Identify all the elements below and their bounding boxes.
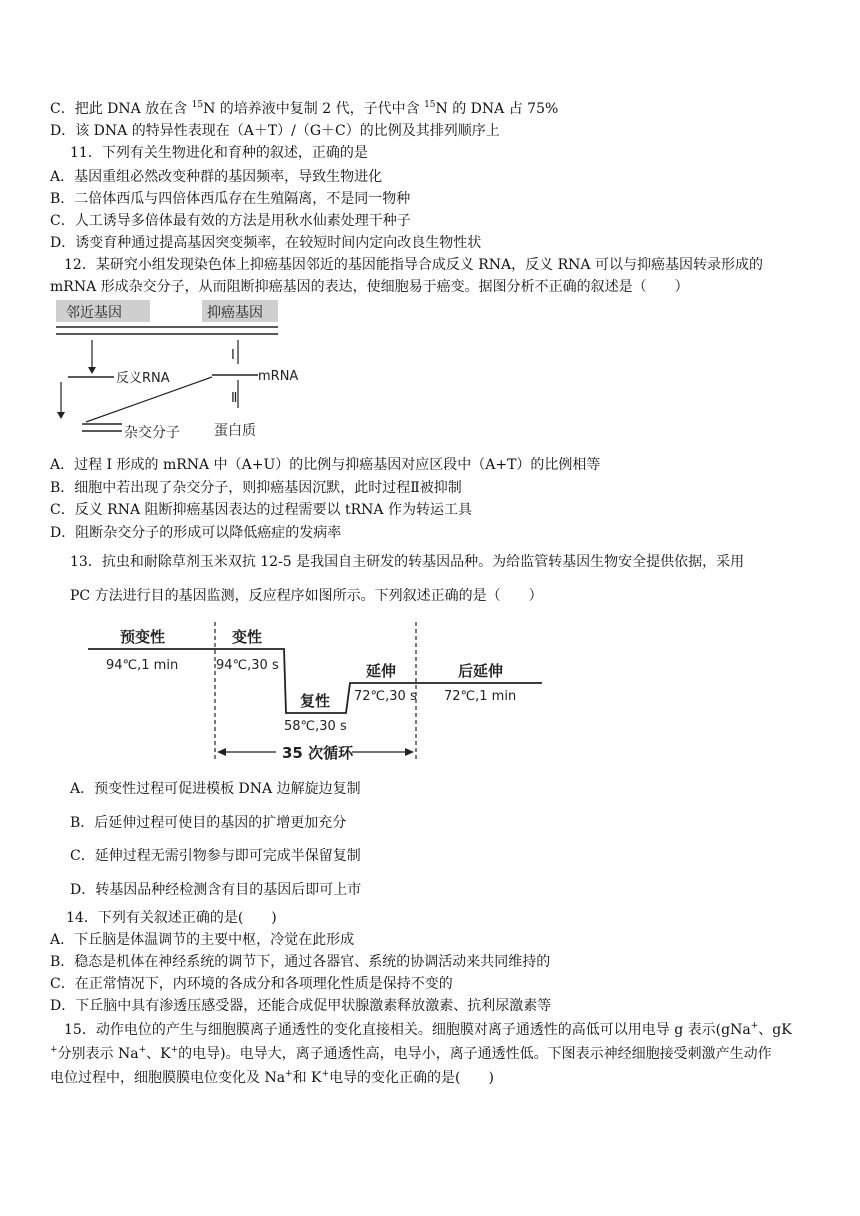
postextend-condition: 72℃,1 min bbox=[444, 689, 517, 704]
q11-option-d: D．诱变育种通过提高基因突变频率，在较短时间内定向改良生物性状 bbox=[50, 235, 482, 251]
q15-stem-line3: 电位过程中，细胞膜膜电位变化及 Na+和 K+电导的变化正确的是( ) bbox=[50, 1069, 494, 1086]
q11-option-a: A．基因重组必然改变种群的基因频率，导致生物进化 bbox=[50, 169, 383, 185]
q11-stem: 11．下列有关生物进化和育种的叙述，正确的是 bbox=[70, 145, 368, 161]
antisense-rna-diagram bbox=[52, 296, 312, 448]
cycles-label: 35 次循环 bbox=[282, 744, 354, 762]
q15-stem-line2: +分别表示 Na+、K+的电导)。电导大，离子通透性高，电导小，离子通透性低。下图表示神经细胞接受刺激产生动作 bbox=[50, 1045, 772, 1062]
q13-stem-line1: 13．抗虫和耐除草剂玉米双抗 12-5 是我国自主研发的转基因品种。为给监管转基因生物安全提供依据，采用 bbox=[70, 554, 745, 570]
q14-option-d: D．下丘脑中具有渗透压感受器，还能合成促甲状腺激素释放激素、抗利尿激素等 bbox=[50, 998, 552, 1014]
anneal-label: 复性 bbox=[300, 692, 331, 710]
q14-stem: 14．下列有关叙述正确的是( ) bbox=[66, 910, 277, 926]
process-1-label: Ⅰ bbox=[231, 348, 235, 363]
arrowhead bbox=[405, 748, 414, 756]
predenature-condition: 94℃,1 min bbox=[106, 658, 179, 673]
process-2-label: Ⅱ bbox=[231, 391, 238, 406]
q10-option-c: C．把此 DNA 放在含 $^{15}$N 的培养液中复制 2 代，子代中含 $^{15}$N 的 DNA 占 75% bbox=[50, 100, 559, 117]
q10-option-d: D．该 DNA 的特异性表现在（A＋T）/（G＋C）的比例及其排列顺序上 bbox=[50, 123, 500, 139]
q13-option-b: B．后延伸过程可使目的基因的扩增更加充分 bbox=[70, 815, 347, 831]
anneal-condition: 58℃,30 s bbox=[284, 719, 347, 734]
q12-option-b: B．细胞中若出现了杂交分子，则抑癌基因沉默，此时过程Ⅱ被抑制 bbox=[50, 480, 462, 496]
pcr-program-diagram bbox=[80, 620, 550, 768]
q12-option-d: D．阻断杂交分子的形成可以降低癌症的发病率 bbox=[50, 525, 342, 541]
q12-option-a: A．过程 I 形成的 mRNA 中（A+U）的比例与抑癌基因对应区段中（A+T）的比例相等 bbox=[50, 457, 601, 473]
extend-label: 延伸 bbox=[366, 662, 397, 680]
q12-option-c: C．反义 RNA 阻断抑癌基因表达的过程需要以 tRNA 作为转运工具 bbox=[50, 502, 472, 518]
q11-option-c: C．人工诱导多倍体最有效的方法是用秋水仙素处理干种子 bbox=[50, 213, 411, 229]
neighbor-gene-label: 邻近基因 bbox=[66, 305, 122, 321]
q14-option-a: A．下丘脑是体温调节的主要中枢，冷觉在此形成 bbox=[50, 932, 355, 948]
extend-condition: 72℃,30 s bbox=[354, 689, 417, 704]
denature-condition: 94℃,30 s bbox=[216, 658, 279, 673]
q13-option-a: A．预变性过程可促进模板 DNA 边解旋边复制 bbox=[70, 781, 361, 797]
denature-label: 变性 bbox=[232, 628, 263, 646]
predenature-label: 预变性 bbox=[120, 628, 166, 646]
hybrid-label: 杂交分子 bbox=[124, 425, 180, 441]
protein-label: 蛋白质 bbox=[214, 423, 256, 439]
q13-stem-line2: PC 方法进行目的基因监测，反应程序如图所示。下列叙述正确的是（ ） bbox=[70, 588, 543, 604]
q14-option-c: C．在正常情况下，内环境的各成分和各项理化性质是保持不变的 bbox=[50, 976, 453, 992]
q12-stem-line2: mRNA 形成杂交分子，从而阻断抑癌基因的表达，使细胞易于癌变。据图分析不正确的叙述是（ ） bbox=[50, 279, 689, 295]
q11-option-b: B．二倍体西瓜与四倍体西瓜存在生殖隔离，不是同一物种 bbox=[50, 191, 411, 207]
q15-stem-line1: 15．动作电位的产生与细胞膜离子通透性的变化直接相关。细胞膜对离子通透性的高低可以用电导 g 表示(gNa+、gK bbox=[64, 1021, 792, 1038]
mrna-label: mRNA bbox=[258, 369, 299, 384]
arrowhead bbox=[217, 748, 226, 756]
q13-option-c: C．延伸过程无需引物参与即可完成半保留复制 bbox=[70, 848, 361, 864]
antisense-rna-label: 反义RNA bbox=[116, 371, 170, 386]
suppressor-gene-label: 抑癌基因 bbox=[207, 305, 263, 321]
q12-stem-line1: 12．某研究小组发现染色体上抑癌基因邻近的基因能指导合成反义 RNA，反义 RNA 可以与抑癌基因转录形成的 bbox=[64, 257, 763, 273]
q13-option-d: D．转基因品种经检测含有目的基因后即可上市 bbox=[70, 882, 362, 898]
q14-option-b: B．稳态是机体在神经系统的调节下，通过各器官、系统的协调活动来共同维持的 bbox=[50, 954, 551, 970]
postextend-label: 后延伸 bbox=[458, 662, 504, 680]
